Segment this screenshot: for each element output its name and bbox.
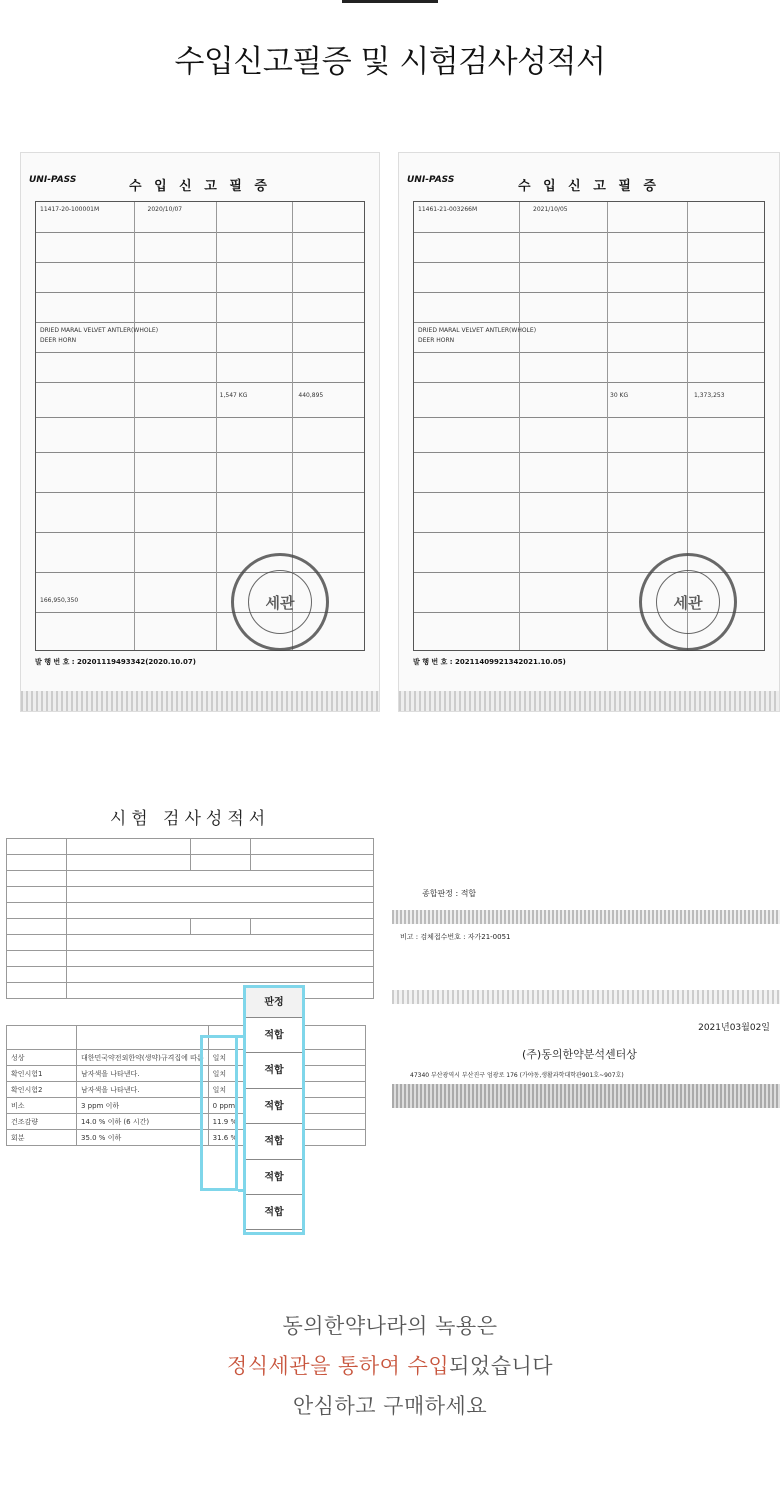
- judgement-value: 적합: [246, 1124, 302, 1159]
- result-std: 35.0 % 이하: [77, 1130, 209, 1146]
- doc2-line: 11461-21-003266M: [418, 206, 478, 213]
- judgement-header: 판정: [246, 988, 302, 1018]
- customs-stamp: 세관: [639, 553, 737, 651]
- doc1-line: 1,547 KG: [219, 392, 248, 399]
- message-line-2: [0, 1350, 780, 1380]
- doc1-line: 166,950,350: [40, 597, 79, 604]
- result-value: 11.9 %: [208, 1114, 268, 1130]
- result-std: 3 ppm 이하: [77, 1098, 209, 1114]
- result-item: 확인시험1: [7, 1066, 77, 1082]
- result-item: 성상: [7, 1050, 77, 1066]
- doc1-line: DEER HORN: [40, 337, 77, 344]
- import-declaration-doc-1: [20, 152, 380, 712]
- overall-judgement: 종합판정 : 적합: [422, 889, 477, 898]
- message-accent: 정식세관을 통하여 수입: [226, 1354, 450, 1378]
- doc2-title: 수 입 신 고 필 증: [518, 179, 660, 194]
- result-std: 남자색을 나타낸다.: [77, 1066, 209, 1082]
- doc1-line: 11417-20-100001M: [40, 206, 100, 213]
- doc1-line: DRIED MARAL VELVET ANTLER(WHOLE): [40, 327, 159, 334]
- message-rest: 되었습니다: [449, 1354, 554, 1378]
- cert-results-table: [6, 1025, 366, 1146]
- result-std: 14.0 % 이하 (6 시간): [77, 1114, 209, 1130]
- unipass-logo: UNI-PASS: [407, 175, 455, 185]
- cert-note: 비고 : 검체접수번호 : 자가21-0051: [400, 933, 511, 941]
- doc1-line: 440,895: [298, 392, 324, 399]
- judgement-value: 적합: [246, 1053, 302, 1088]
- doc1-issue-number: 발 행 번 호 : 20201119493342(2020.10.07): [35, 658, 196, 666]
- page-title: 수입신고필증 및 시험검사성적서: [174, 44, 606, 80]
- result-std: 남자색을 나타낸다.: [77, 1082, 209, 1098]
- result-value: 0 ppm: [208, 1098, 268, 1114]
- message-line-1: 동의한약나라의 녹용은: [282, 1314, 498, 1338]
- doc2-line: DRIED MARAL VELVET ANTLER(WHOLE): [418, 327, 537, 334]
- result-item: 확인시험2: [7, 1082, 77, 1098]
- result-item: 회분: [7, 1130, 77, 1146]
- result-value: 일치: [208, 1066, 268, 1082]
- judgement-zoom-box: [243, 985, 305, 1235]
- judgement-column-highlight: [200, 1035, 238, 1191]
- cert-title: 시험 검사성적서: [109, 809, 271, 829]
- cert-organization: (주)동의한약분석센터상: [522, 1048, 637, 1061]
- result-value: 31.6 %: [208, 1130, 268, 1146]
- top-divider: [342, 0, 438, 3]
- doc2-line: DEER HORN: [418, 337, 455, 344]
- cert-header-table: [6, 838, 374, 999]
- import-declaration-doc-2: [398, 152, 780, 712]
- judgement-value: 적합: [246, 1195, 302, 1230]
- unipass-logo: UNI-PASS: [29, 175, 77, 185]
- doc1-title: 수 입 신 고 필 증: [129, 179, 271, 194]
- result-item: 비소: [7, 1098, 77, 1114]
- cert-address: 47340 부산광역시 부산진구 엄광로 176 (가야동,생활과학대학관901호~907호): [410, 1072, 624, 1079]
- doc2-issue-number: 발 행 번 호 : 20211409921342021.10.05): [413, 658, 566, 666]
- doc2-line: 2021/10/05: [533, 206, 568, 213]
- result-std: 대한민국약전외한약(생약)규격집에 따름: [77, 1050, 209, 1066]
- doc2-line: 30 KG: [610, 392, 629, 399]
- doc2-line: 1,373,253: [694, 392, 725, 399]
- cert-date: 2021년03월02일: [698, 1023, 770, 1033]
- test-certificate-page2: [392, 880, 780, 1118]
- doc1-line: 2020/10/07: [147, 206, 183, 213]
- result-value: 일치: [208, 1082, 268, 1098]
- message-line-3: 안심하고 구매하세요: [292, 1394, 488, 1418]
- test-certificate: [0, 760, 380, 1230]
- judgement-value: 적합: [246, 1089, 302, 1124]
- judgement-value: 적합: [246, 1160, 302, 1195]
- judgement-value: 적합: [246, 1018, 302, 1053]
- result-value: 일치: [208, 1050, 268, 1066]
- result-item: 건조감량: [7, 1114, 77, 1130]
- customs-stamp: 세관: [231, 553, 329, 651]
